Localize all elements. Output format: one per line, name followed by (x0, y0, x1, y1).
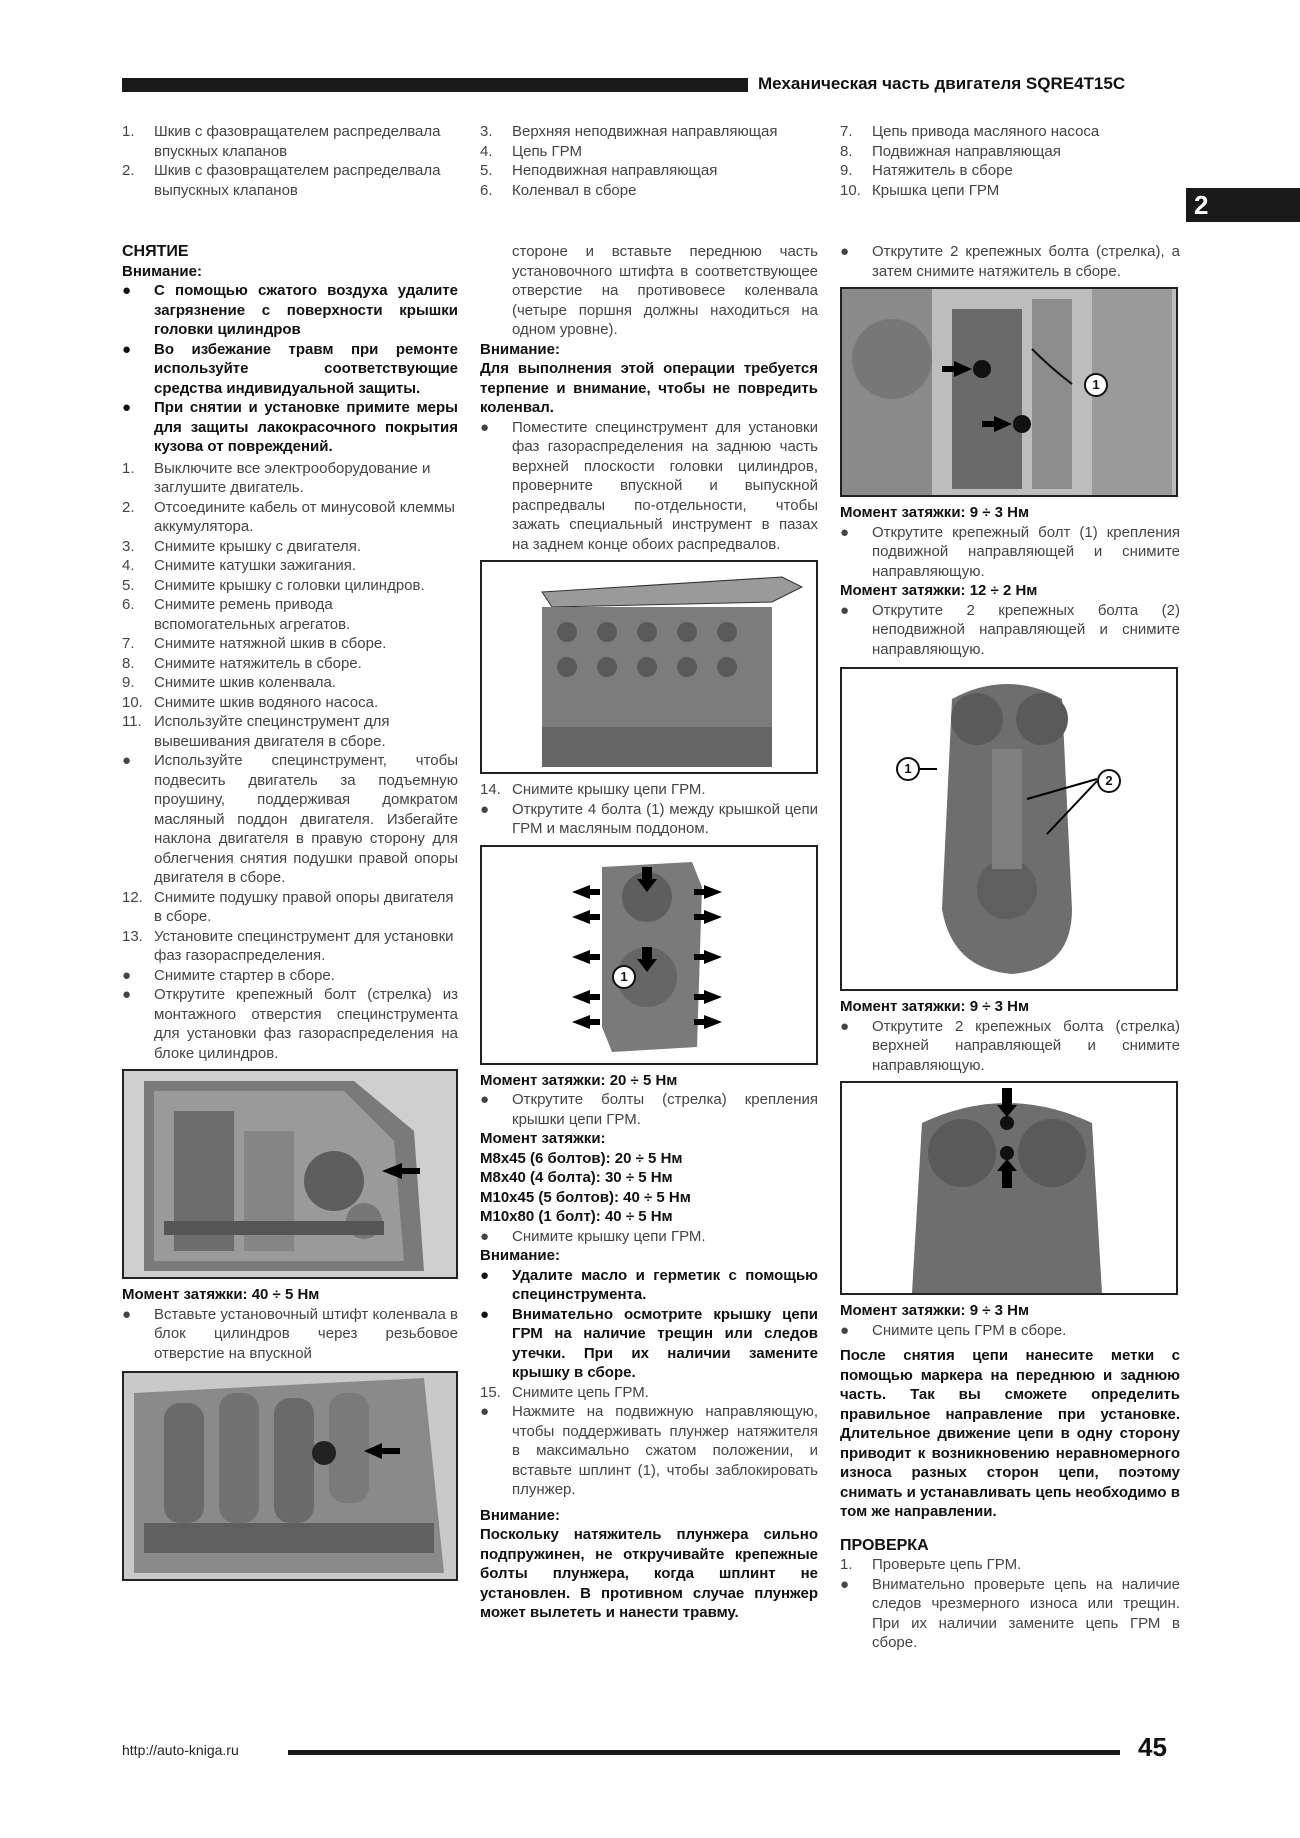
step-item: 12. Снимите подушку правой опоры двигателя в сборе. (122, 888, 454, 925)
step-item: 11. Используйте специнструмент для вывешивания двигателя в сборе. (122, 713, 390, 750)
page-number: 45 (1138, 1732, 1167, 1762)
attention-item: ● При снятии и установке примите меры для защиты лакокрасочного покрытия кузова от повреждений. (122, 399, 458, 455)
step-item: 2. Отсоедините кабель от минусовой клеммы аккумулятора. (122, 498, 455, 535)
legend-item: 10. Крышка цепи ГРМ (840, 181, 1000, 199)
chapter-tab-number: 2 (1194, 190, 1209, 220)
step-item: 7. Снимите натяжной шкив в сборе. (122, 635, 387, 652)
legend-item: 5. Неподвижная направляющая (480, 162, 718, 179)
attention-item: ● Удалите масло и герметик с помощью специнструмента. (480, 1266, 818, 1303)
section-title-check: ПРОВЕРКА (840, 1536, 929, 1554)
figure-timing-cover-bolts (480, 845, 818, 1065)
callout-1: 1 (896, 757, 920, 781)
bullet-item: ● Открутите крепежный болт (1) крепления подвижной направляющей и снимите направляющую. (840, 523, 1180, 580)
figure-upper-guide (840, 1081, 1178, 1295)
callout-1: 1 (1084, 373, 1108, 397)
footer-url[interactable]: http://auto-kniga.ru (122, 1742, 239, 1758)
torque-label: Момент затяжки: 40 ÷ 5 Нм (122, 1286, 320, 1303)
figure-camshaft-tool (480, 560, 818, 774)
step-item: 5. Снимите крышку с головки цилиндров. (122, 576, 425, 594)
bullet-item: ● Открутите 2 крепежных болта (стрелка), а затем снимите натяжитель в сборе. (840, 243, 1180, 280)
torque-label: Момент затяжки: 9 ÷ 3 Нм (840, 504, 1030, 521)
bullet-item: ● Внимательно проверьте цепь на наличие следов чрезмерного износа или трещин. При их наличии замените цепь ГРМ в сборе. (840, 1575, 1180, 1651)
legend-item: 9. Натяжитель в сборе (840, 162, 1013, 179)
column-1 (122, 242, 458, 1587)
step-item: 10. Снимите шкив водяного насоса. (122, 693, 379, 711)
callout-2: 2 (1097, 769, 1121, 793)
attention-label: Внимание: (480, 1247, 560, 1264)
step-item: 9. Снимите шкив коленвала. (122, 674, 337, 691)
torque-label: Момент затяжки: 20 ÷ 5 Нм (480, 1071, 678, 1089)
footer-rule (288, 1750, 1120, 1755)
column-2 (480, 242, 818, 1623)
attention-label: Внимание: (480, 1506, 560, 1524)
callout-1: 1 (612, 965, 636, 989)
legend-item: 6. Коленвал в сборе (480, 181, 637, 199)
step-item: 3. Снимите крышку с двигателя. (122, 537, 362, 555)
step-item: 13. Установите специнструмент для установки фаз газораспределения. (122, 927, 454, 964)
figure-engine-block-bolt (122, 1069, 458, 1279)
legend-item: 7. Цепь привода масляного насоса (840, 123, 1100, 140)
bullet-item: ● Открутите 2 крепежных болта (стрелка) верхней направляющей и снимите направляющую. (840, 1017, 1180, 1074)
attention-item: ● С помощью сжатого воздуха удалите загрязнение с поверхности крышки головки цилиндров (122, 282, 458, 338)
chapter-tab (1186, 188, 1300, 222)
figure-crank-pin (122, 1371, 458, 1581)
figure-tensioner (840, 287, 1178, 497)
legend-item: 4. Цепь ГРМ (480, 142, 582, 160)
bullet-item: ● Открутите 2 крепежных болта (2) неподвижной направляющей и снимите направляющую. (840, 601, 1180, 658)
torque-label: Момент затяжки: 9 ÷ 3 Нм (840, 1302, 1030, 1319)
column-3 (840, 242, 1180, 1653)
torque-label: Момент затяжки: 9 ÷ 3 Нм (840, 998, 1030, 1015)
legend-col-2 (480, 122, 818, 200)
bullet-item: ● Нажмите на подвижную направляющую, чтобы поддерживать плунжер натяжителя в максимально сжатом положении, и вставьте шплинт (1), чтобы заблокировать плунжер. (480, 1403, 818, 1498)
bullet-item: ● Открутите 4 болта (1) между крышкой цепи ГРМ и масляным поддоном. (480, 800, 818, 837)
step-item: 14. Снимите крышку цепи ГРМ. (480, 781, 706, 798)
legend-item: 2. Шкив с фазовращателем распределвала выпускных клапанов (122, 162, 441, 199)
note-text: После снятия цепи нанесите метки с помощью маркера на переднюю и заднюю часть. Так вы сможете определить правильное направление при установке. Длительное движение цепи в одну сторону приводит к возникновению неравномерного износа разных сторон цепи, поэтому снимать и устанавливать цепь необходимо в том же направлении. (840, 1347, 1180, 1520)
step-item: 6. Снимите ремень привода вспомогательных агрегатов. (122, 596, 351, 633)
bullet-item: ● Поместите специнструмент для установки фаз газораспределения на заднюю часть верхней плоскости головки цилиндров, проверните впускной и выпускной распредвалы по-отдельности, чтобы зажать специальный инструмент в пазах на заднем конце обоих распредвалов. (480, 418, 818, 553)
legend-col-3 (840, 122, 1180, 200)
legend-item: 1. Шкив с фазовращателем распределвала впускных клапанов (122, 123, 441, 160)
header-rule (122, 78, 748, 92)
attention-item: ● Внимательно осмотрите крышку цепи ГРМ на наличие трещин или следов утечки. При их наличии замените крышку в сборе. (480, 1305, 818, 1381)
bullet-item: ● Снимите цепь ГРМ в сборе. (840, 1321, 1067, 1339)
continuation-text: стороне и вставьте переднюю часть установочного штифта в соответствующее отверстие на противовесе коленвала (четыре поршня должны находиться на одном уровне). (512, 243, 818, 338)
attention-text: Поскольку натяжитель плунжера сильно подпружинен, не откручивайте крепежные болты плунжера, когда шплинт не установлен. В противном случае плунжер может вылететь и нанести травму. (480, 1526, 818, 1621)
attention-text: Для выполнения этой операции требуется терпение и внимание, чтобы не повредить коленвал. (480, 360, 818, 416)
step-item: 8. Снимите натяжитель в сборе. (122, 654, 362, 672)
legend-col-1 (122, 122, 460, 200)
bullet-item: ● Используйте специнструмент, чтобы подвесить двигатель за подъемную проушину, поддерживая домкратом масляный поддон двигателя. Избегайте наклона двигателя в правую сторону для облегчения снятия подушки правой опоры двигателя в сборе. (122, 752, 458, 886)
legend-item: 8. Подвижная направляющая (840, 142, 1061, 160)
bullet-item: ● Открутите болты (стрелка) крепления крышки цепи ГРМ. (480, 1091, 818, 1128)
torque-list-item: M10x80 (1 болт): 40 ÷ 5 Нм (480, 1208, 673, 1225)
bullet-item: ● Снимите стартер в сборе. (122, 966, 335, 984)
bullet-item: ● Открутите крепежный болт (стрелка) из монтажного отверстия специнструмента для установки фаз газораспределения на блоке цилиндров. (122, 986, 458, 1062)
legend-item: 3. Верхняя неподвижная направляющая (480, 123, 778, 140)
step-item: 4. Снимите катушки зажигания. (122, 557, 357, 574)
attention-label: Внимание: (122, 262, 202, 280)
figure-chain-guides (840, 667, 1178, 991)
torque-list-item: M8x45 (6 болтов): 20 ÷ 5 Нм (480, 1149, 683, 1167)
torque-list-item: M8x40 (4 болта): 30 ÷ 5 Нм (480, 1169, 673, 1186)
attention-item: ● Во избежание травм при ремонте используйте соответствующие средства индивидуальной защиты. (122, 340, 458, 397)
bullet-item: ● Снимите крышку цепи ГРМ. (480, 1227, 706, 1245)
attention-label: Внимание: (480, 340, 560, 358)
step-item: 1. Выключите все электрооборудование и заглушите двигатель. (122, 459, 431, 496)
torque-label: Момент затяжки: (480, 1130, 606, 1147)
step-item: 1. Проверьте цепь ГРМ. (840, 1556, 1022, 1573)
bullet-item: ● Вставьте установочный штифт коленвала в блок цилиндров через резьбовое отверстие на впускной (122, 1305, 458, 1362)
torque-list-item: M10x45 (5 болтов): 40 ÷ 5 Нм (480, 1188, 691, 1206)
step-item: 15. Снимите цепь ГРМ. (480, 1383, 649, 1401)
torque-label: Момент затяжки: 12 ÷ 2 Нм (840, 582, 1038, 599)
section-title-removal: СНЯТИЕ (122, 243, 189, 260)
header-title: Механическая часть двигателя SQRE4T15C (758, 74, 1126, 93)
